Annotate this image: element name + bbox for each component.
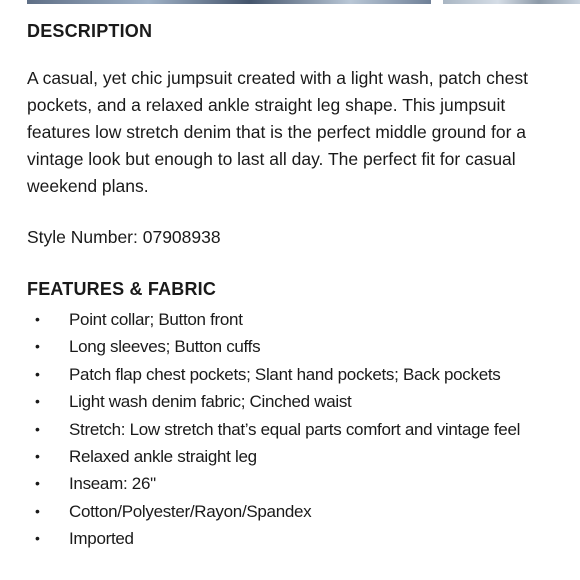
feature-text: Patch flap chest pockets; Slant hand pockets; Back pockets — [69, 364, 501, 384]
description-text: A casual, yet chic jumpsuit created with a light wash, patch chest pockets, and a relaxed ankle straight leg shape. This jumpsuit features low stretch denim that is the perfect middle ground for a vintage look but enough to last all day. The perfect fit for casual weekend plans. — [27, 68, 528, 196]
list-item — [27, 388, 557, 415]
bullet-icon: • — [35, 530, 40, 547]
description-heading: DESCRIPTION — [27, 21, 153, 41]
list-item — [27, 361, 557, 388]
list-item — [27, 416, 557, 443]
bullet-icon: • — [35, 448, 40, 465]
list-item — [27, 306, 557, 333]
bullet-icon: • — [35, 338, 40, 355]
bullet-icon: • — [35, 365, 40, 382]
bullet-icon: • — [35, 311, 40, 327]
style-number: Style Number: 07908938 — [27, 227, 221, 247]
feature-text: Inseam: 26" — [69, 474, 156, 494]
bullet-icon: • — [35, 393, 40, 410]
feature-text: Stretch: Low stretch that’s equal parts comfort and vintage feel — [69, 419, 521, 439]
product-details — [27, 18, 557, 553]
list-item — [27, 333, 557, 360]
feature-text: Imported — [69, 529, 134, 549]
feature-text: Point collar; Button front — [69, 310, 243, 329]
features-heading: FEATURES & FABRIC — [27, 279, 217, 299]
image-gallery-strip — [0, 0, 580, 5]
bullet-icon: • — [35, 502, 40, 519]
feature-text: Cotton/Polyester/Rayon/Spandex — [69, 501, 312, 521]
list-item — [27, 470, 557, 497]
feature-text: Light wash denim fabric; Cinched waist — [69, 392, 352, 412]
features-list — [27, 306, 557, 553]
list-item — [27, 525, 557, 552]
product-image-thumbnail[interactable] — [27, 0, 431, 4]
list-item — [27, 443, 557, 470]
feature-text: Long sleeves; Button cuffs — [69, 337, 261, 357]
bullet-icon: • — [35, 475, 40, 492]
bullet-icon: • — [35, 420, 40, 437]
feature-text: Relaxed ankle straight leg — [69, 447, 257, 467]
product-image-thumbnail[interactable] — [443, 0, 580, 4]
list-item — [27, 498, 557, 525]
